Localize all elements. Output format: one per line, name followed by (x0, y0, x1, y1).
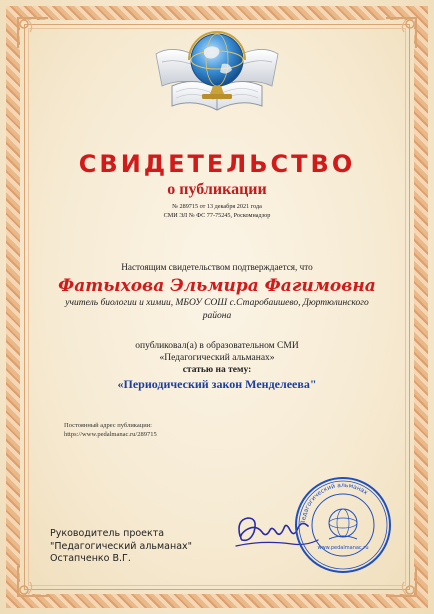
globe-book-emblem-icon (152, 14, 282, 132)
media-registration: СМИ ЭЛ № ФС 77-75245, Роскомнадзор (163, 212, 271, 219)
manager-title: Руководитель проекта (50, 528, 165, 539)
article-topic: «Периодический закон Менделеева" (117, 377, 317, 391)
address-label: Постоянный адрес публикации: (64, 422, 152, 429)
certificate-number: № 289715 от 13 декабря 2021 года (172, 203, 262, 210)
stamp-ring-text: Педагогический альманах (299, 481, 369, 526)
author-role: учитель биологии и химии, МБОУ СОШ с.Старобаишево, Дюртюлинского района (65, 298, 369, 321)
confirmation-text: Настоящим свидетельством подтверждается, что (121, 262, 313, 272)
official-stamp-icon (293, 475, 393, 575)
certificate-subtitle: о публикации (167, 181, 267, 198)
corner-ornament-icon (16, 564, 50, 598)
corner-ornament-icon (16, 16, 50, 50)
published-line: опубликовал(а) в образовательном СМИ (135, 341, 299, 351)
corner-ornament-icon (384, 16, 418, 50)
journal-name: «Педагогический альманах» (159, 353, 275, 363)
address-url: https://www.pedalmanac.ru/289715 (64, 431, 157, 438)
article-label: статью на тему: (182, 365, 252, 375)
stamp-inner-text: www.pedalmanac.ru (317, 545, 369, 551)
author-name: Фатыхова Эльмира Фагимовна (58, 276, 376, 296)
manager-name: Остапченко В.Г. (50, 553, 131, 564)
certificate-title: СВИДЕТЕЛЬСТВО (78, 150, 356, 178)
manager-project: "Педагогический альманах" (50, 540, 193, 552)
manager-signature-block (50, 528, 192, 566)
